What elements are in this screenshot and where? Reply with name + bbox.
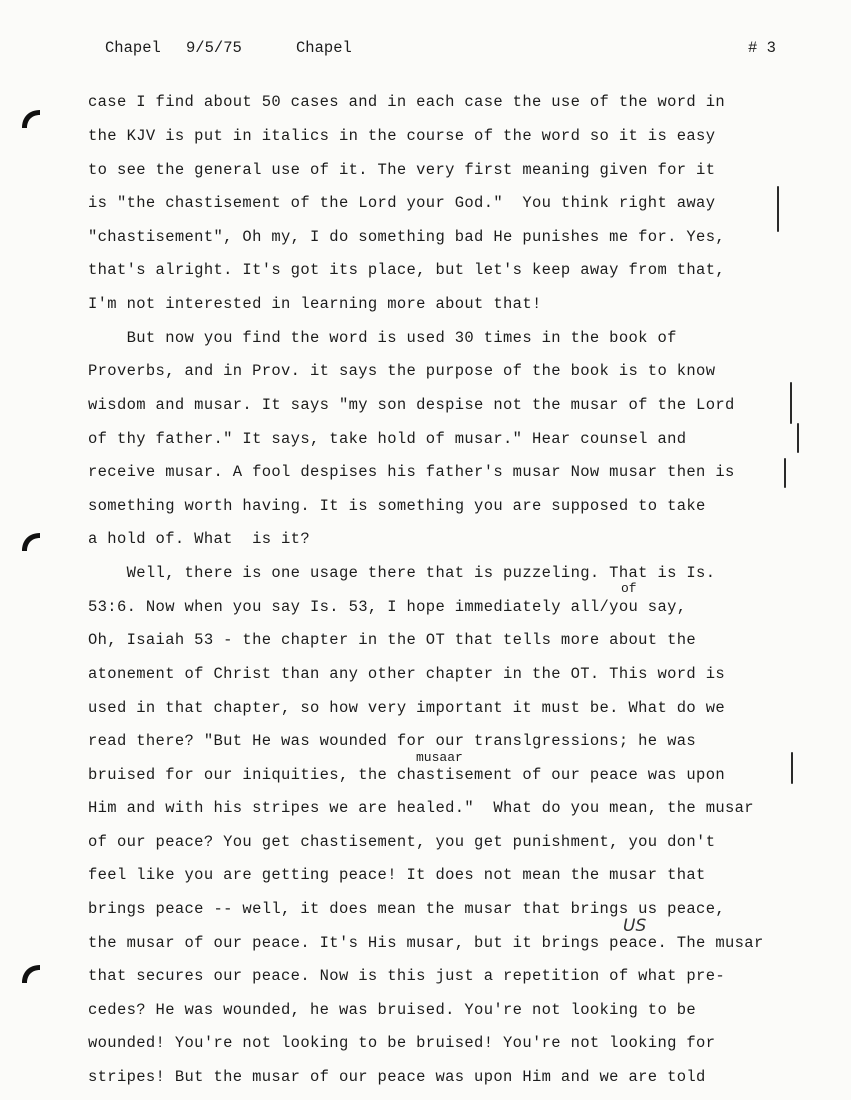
- handwritten-insertion: US: [623, 916, 647, 936]
- interlinear-insertion: of: [621, 581, 637, 596]
- text-line: Him and with his stripes we are healed." What do you mean, the musar: [88, 799, 754, 817]
- text-line: wounded! You're not looking to be bruised! You're not looking for: [88, 1034, 716, 1052]
- text-line: cedes? He was wounded, he was bruised. You're not looking to be: [88, 1001, 697, 1019]
- text-line: is "the chastisement of the Lord your God." You think right away: [88, 194, 716, 212]
- text-line: of our peace? You get chastisement, you get punishment, you don't: [88, 833, 716, 851]
- text-line: that's alright. It's got its place, but let's keep away from that,: [88, 261, 725, 279]
- header-date: 9/5/75: [186, 39, 242, 57]
- text-line: that secures our peace. Now is this just a repetition of what pre-: [88, 967, 725, 985]
- margin-mark: [790, 382, 792, 424]
- binder-hole-middle: [20, 531, 42, 553]
- text-line: feel like you are getting peace! It does not mean the musar that: [88, 866, 706, 884]
- text-line: used in that chapter, so how very important it must be. What do we: [88, 699, 725, 717]
- text-line: I'm not interested in learning more about that!: [88, 295, 542, 313]
- text-line: stripes! But the musar of our peace was upon Him and we are told: [88, 1068, 706, 1086]
- text-line: Proverbs, and in Prov. it says the purpose of the book is to know: [88, 362, 716, 380]
- header-subtitle: Chapel: [296, 39, 352, 57]
- text-line: But now you find the word is used 30 times in the book of: [88, 329, 677, 347]
- binder-hole-top: [20, 108, 42, 130]
- text-line: "chastisement", Oh my, I do something bad He punishes me for. Yes,: [88, 228, 725, 246]
- header-title: Chapel: [105, 39, 161, 57]
- margin-mark: [797, 423, 799, 453]
- interlinear-insertion: musaar: [416, 750, 463, 765]
- text-line: Oh, Isaiah 53 - the chapter in the OT that tells more about the: [88, 631, 697, 649]
- text-line: something worth having. It is something you are supposed to take: [88, 497, 706, 515]
- text-line: brings peace -- well, it does mean the musar that brings us peace,: [88, 900, 725, 918]
- margin-mark: [777, 186, 779, 232]
- text-line: of thy father." It says, take hold of musar." Hear counsel and: [88, 430, 687, 448]
- text-line: atonement of Christ than any other chapter in the OT. This word is: [88, 665, 725, 683]
- text-line: to see the general use of it. The very first meaning given for it: [88, 161, 716, 179]
- text-line: case I find about 50 cases and in each case the use of the word in: [88, 93, 725, 111]
- page-header: [0, 39, 851, 63]
- text-line: bruised for our iniquities, the chastisement of our peace was upon: [88, 766, 725, 784]
- text-line: the musar of our peace. It's His musar, but it brings peace. The musar: [88, 934, 764, 952]
- page-number: # 3: [748, 39, 776, 57]
- text-line: Well, there is one usage there that is puzzeling. That is Is.: [88, 564, 716, 582]
- text-line: 53:6. Now when you say Is. 53, I hope immediately all/you say,: [88, 598, 687, 616]
- text-line: read there? "But He was wounded for our translgressions; he was: [88, 732, 697, 750]
- margin-mark: [784, 458, 786, 488]
- text-line: a hold of. What is it?: [88, 530, 310, 548]
- binder-hole-bottom: [20, 963, 42, 985]
- text-line: the KJV is put in italics in the course of the word so it is easy: [88, 127, 716, 145]
- text-line: wisdom and musar. It says "my son despise not the musar of the Lord: [88, 396, 735, 414]
- text-line: receive musar. A fool despises his father's musar Now musar then is: [88, 463, 735, 481]
- margin-mark: [791, 752, 793, 784]
